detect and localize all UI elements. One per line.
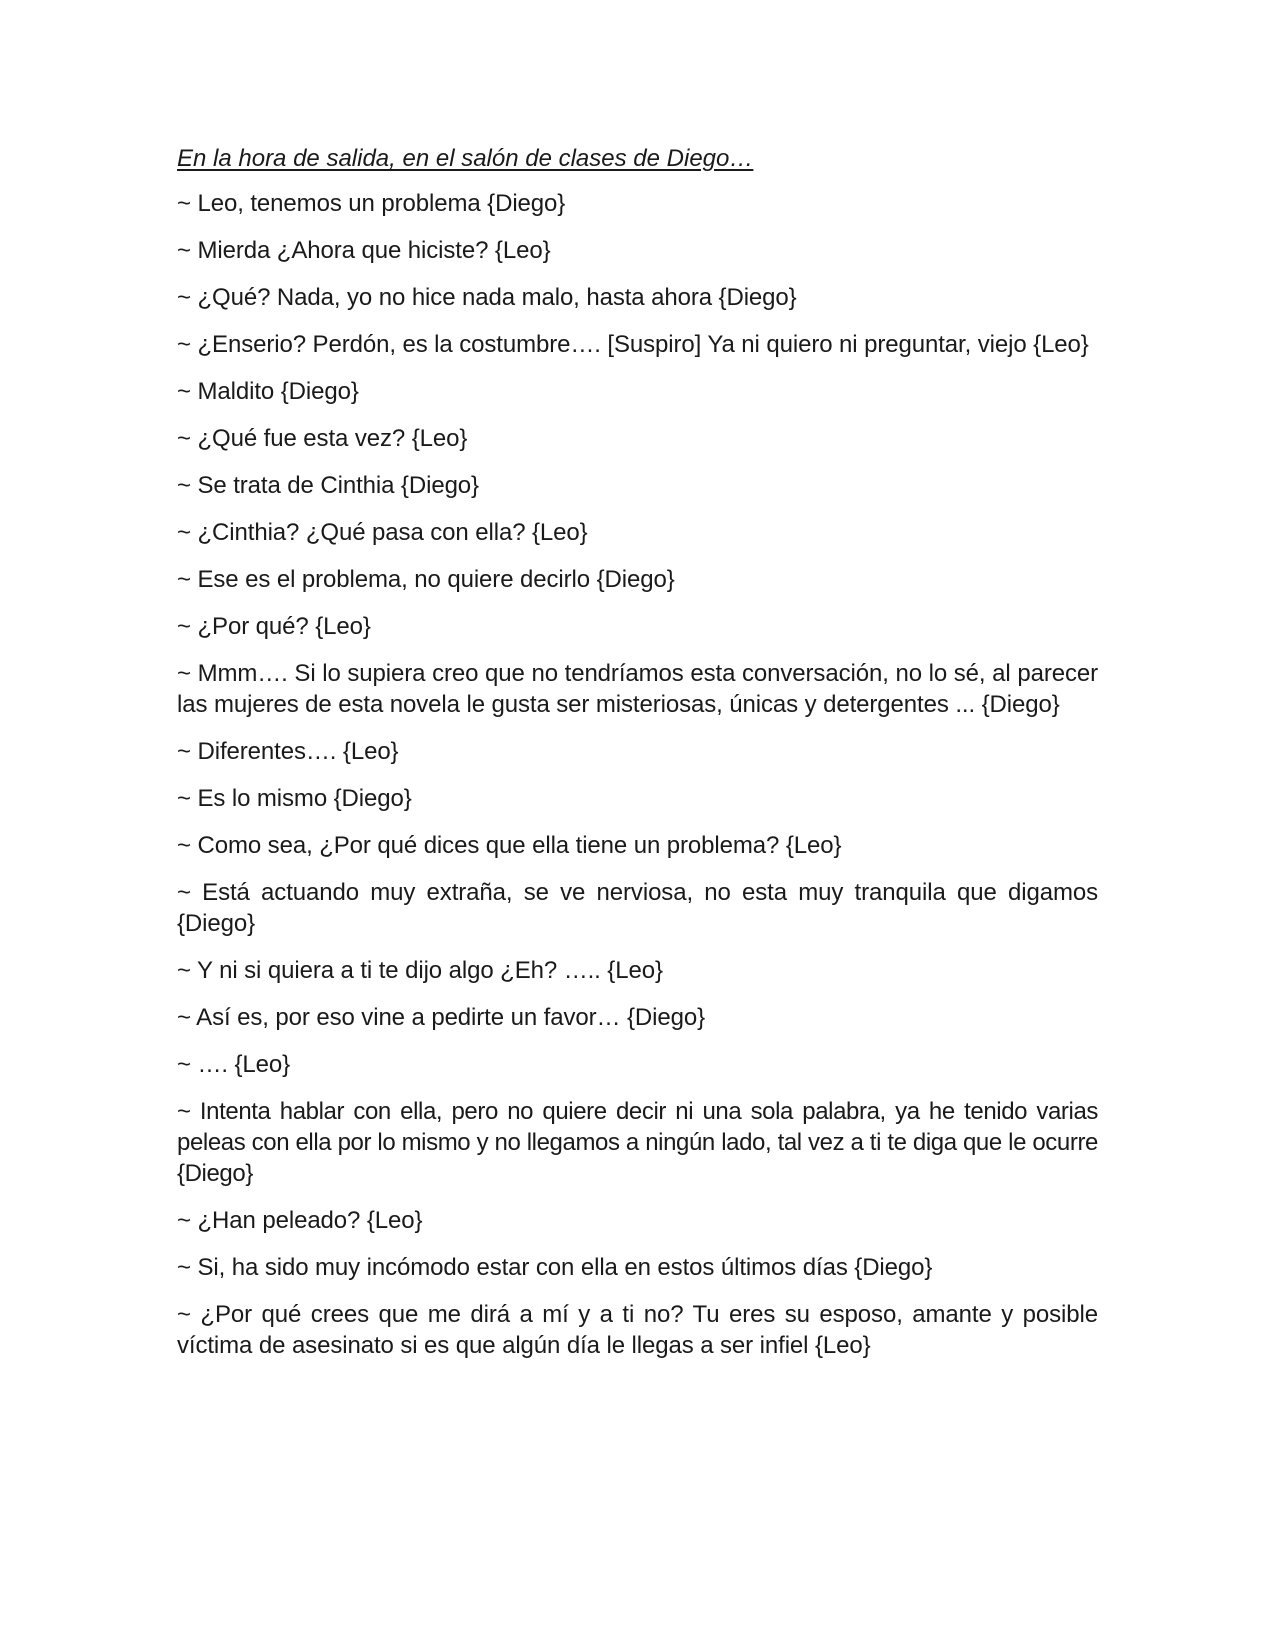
- dialogue-line: ~ Mierda ¿Ahora que hiciste? {Leo}: [177, 237, 551, 264]
- dialogue-line: ~ Diferentes…. {Leo}: [177, 738, 399, 765]
- dialogue-line: ~ Es lo mismo {Diego}: [177, 785, 412, 812]
- dialogue-line: ~ ¿Qué fue esta vez? {Leo}: [177, 425, 468, 452]
- dialogue-line: ~ ¿Qué? Nada, yo no hice nada malo, hasta ahora {Diego}: [177, 284, 797, 311]
- dialogue-line: ~ Como sea, ¿Por qué dices que ella tiene un problema? {Leo}: [177, 832, 842, 859]
- dialogue-line: ~ Si, ha sido muy incómodo estar con ella en estos últimos días {Diego}: [177, 1254, 933, 1281]
- dialogue-line: ~ Mmm…. Si lo supiera creo que no tendríamos esta conversación, no lo sé, al parecer las mujeres de esta novela le gusta ser misteriosas, únicas y detergentes ... {Diego}: [177, 660, 1098, 718]
- dialogue-line: ~ ¿Enserio? Perdón, es la costumbre…. [Suspiro] Ya ni quiero ni preguntar, viejo {Leo}: [177, 331, 1089, 358]
- dialogue-line: ~ Leo, tenemos un problema {Diego}: [177, 190, 566, 217]
- dialogue-line: ~ Ese es el problema, no quiere decirlo {Diego}: [177, 566, 675, 593]
- document-page: [177, 143, 1098, 1377]
- dialogue-line: ~ ¿Por qué? {Leo}: [177, 613, 371, 640]
- dialogue-line: ~ …. {Leo}: [177, 1051, 291, 1078]
- scene-heading: En la hora de salida, en el salón de clases de Diego…: [177, 145, 754, 172]
- dialogue-line: ~ Maldito {Diego}: [177, 378, 359, 405]
- dialogue-line: ~ Se trata de Cinthia {Diego}: [177, 472, 479, 499]
- dialogue-line: ~ Intenta hablar con ella, pero no quiere decir ni una sola palabra, ya he tenido varias peleas con ella por lo mismo y no llegamos a ningún lado, tal vez a ti te diga que le ocurre {Diego}: [177, 1098, 1098, 1187]
- dialogue-line: ~ ¿Cinthia? ¿Qué pasa con ella? {Leo}: [177, 519, 588, 546]
- dialogue-line: ~ Y ni si quiera a ti te dijo algo ¿Eh? ….. {Leo}: [177, 957, 663, 984]
- dialogue-line: ~ Así es, por eso vine a pedirte un favor… {Diego}: [177, 1004, 705, 1031]
- dialogue-line: ~ Está actuando muy extraña, se ve nerviosa, no esta muy tranquila que digamos {Diego}: [177, 879, 1098, 937]
- dialogue-line: ~ ¿Han peleado? {Leo}: [177, 1207, 423, 1234]
- dialogue-line: ~ ¿Por qué crees que me dirá a mí y a ti no? Tu eres su esposo, amante y posible víctima de asesinato si es que algún día le llegas a ser infiel {Leo}: [177, 1301, 1098, 1359]
